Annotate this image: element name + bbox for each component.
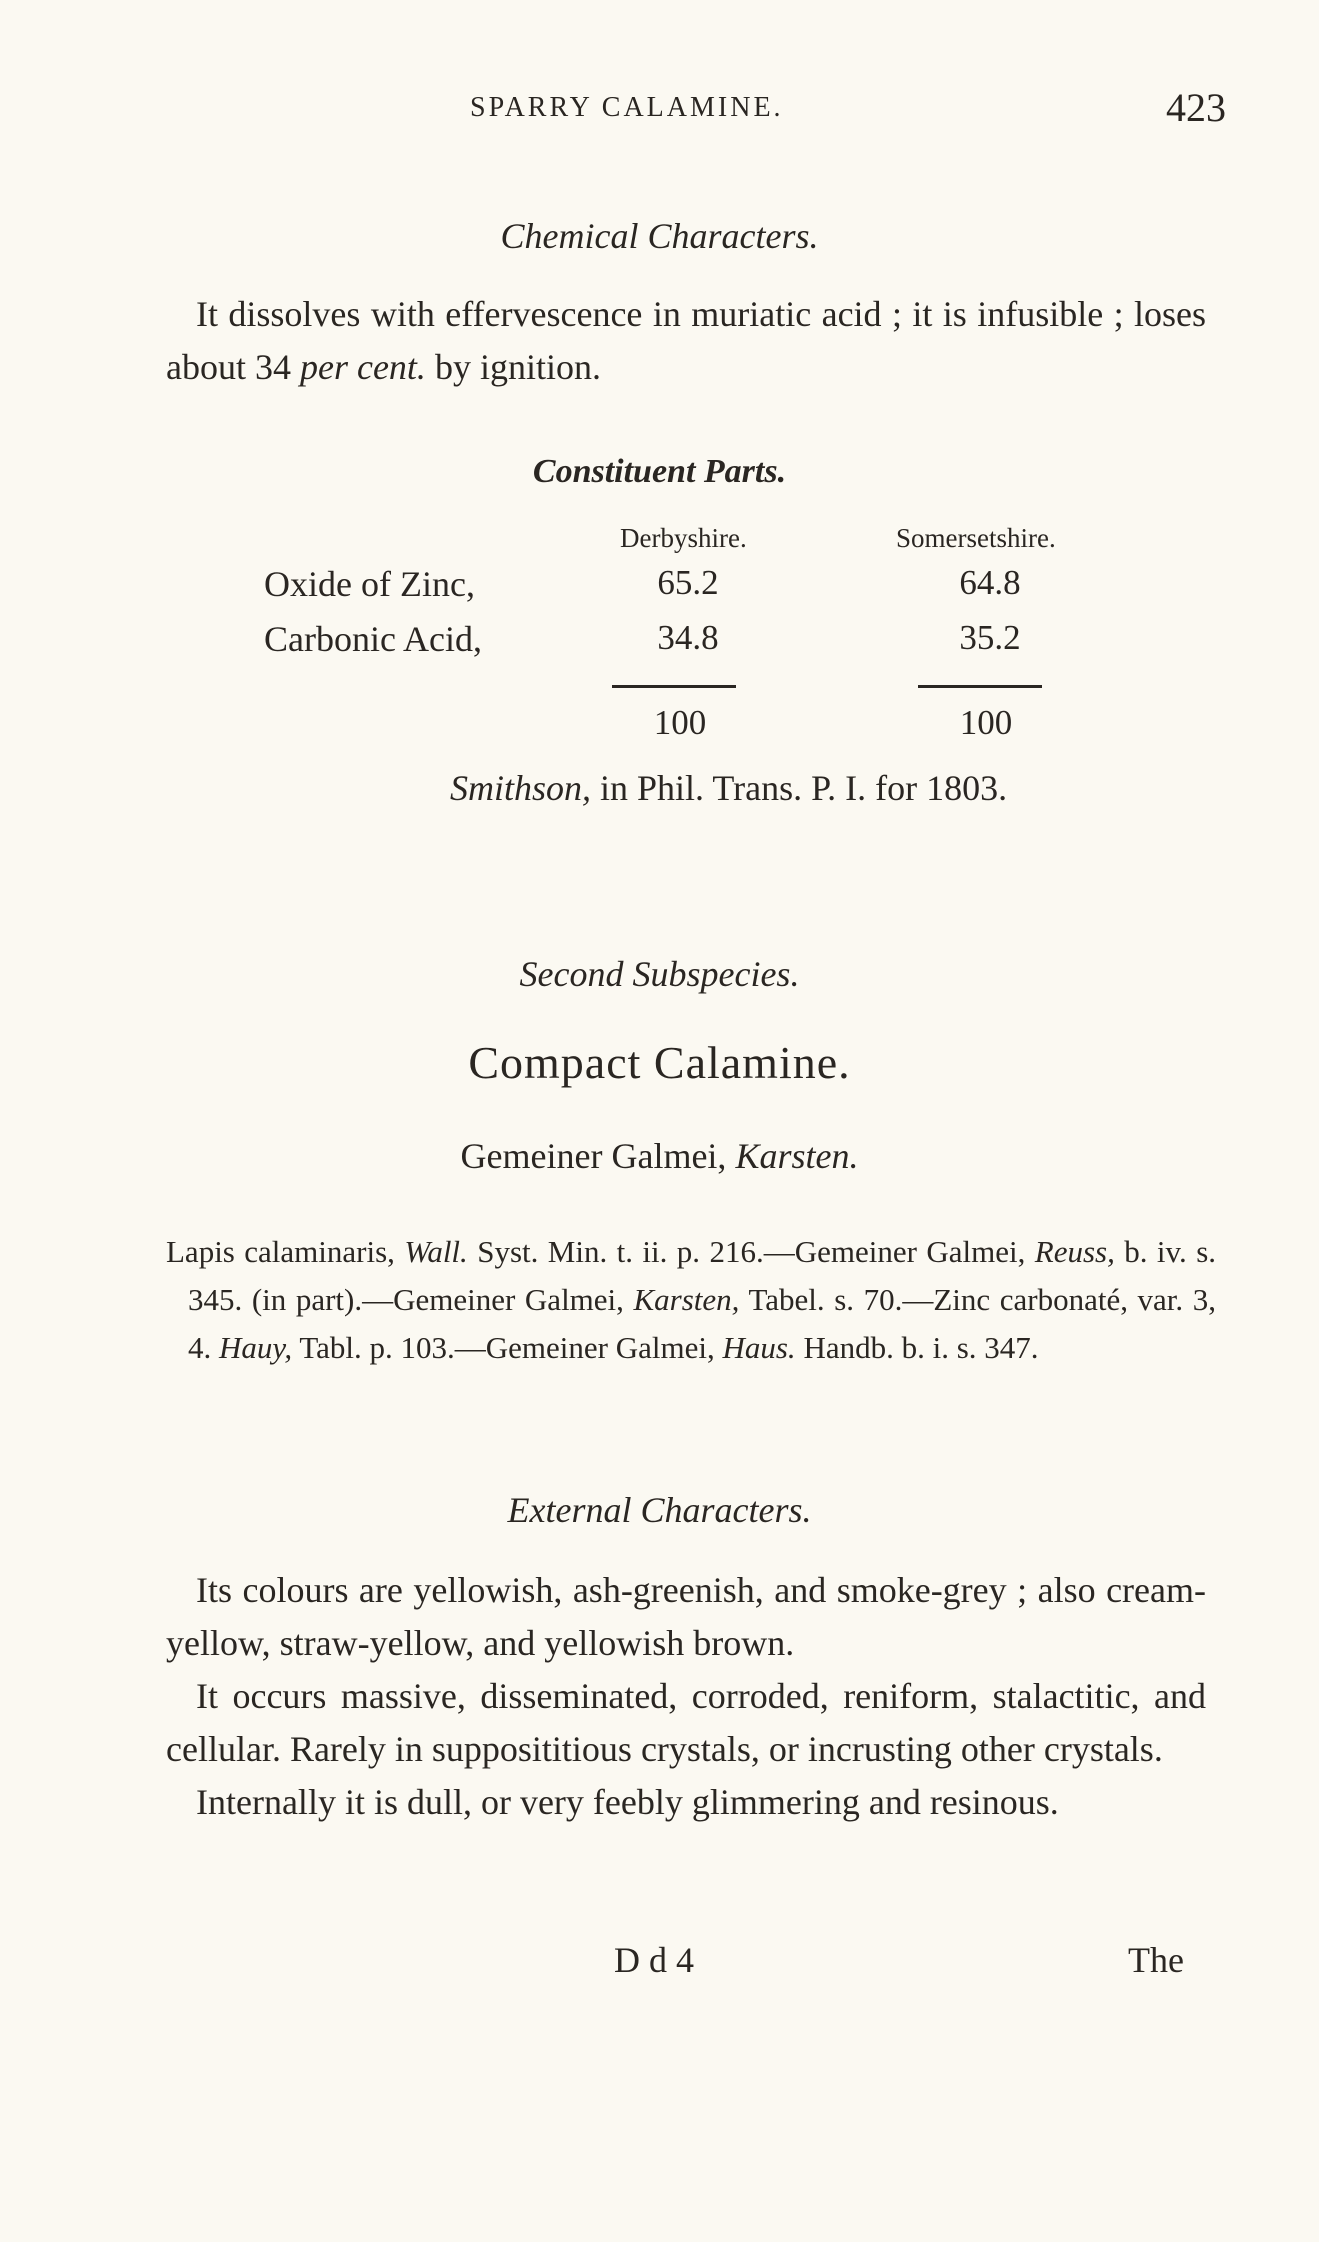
syn-author: Haus. (722, 1330, 796, 1365)
total-derbyshire: 100 (653, 703, 707, 742)
column-header-somersetshire: Somersetshire. (896, 523, 1056, 553)
page-number: 423 (1166, 85, 1226, 130)
german-name: Gemeiner Galmei, (460, 1136, 736, 1176)
running-head: SPARRY CALAMINE. (470, 92, 784, 123)
column-header-derbyshire: Derbyshire. (620, 523, 747, 553)
sum-rule-derbyshire (612, 685, 736, 688)
german-name-line (0, 1130, 1319, 1183)
external-characters-text (166, 1564, 1206, 1829)
compact-calamine-title: Compact Calamine. (468, 1037, 851, 1088)
syn-part: b. iv. s. 345. (in part).—Gemeiner Galmei, (188, 1234, 1217, 1317)
row-label-carbonic-acid: Carbonic Acid, (264, 619, 482, 659)
chemical-characters-heading: Chemical Characters. (500, 216, 819, 256)
constituent-parts-heading: Constituent Parts. (532, 453, 787, 490)
citation-reference: in Phil. Trans. P. I. for 1803. (591, 768, 1008, 808)
value-oxide-derbyshire: 65.2 (657, 563, 719, 602)
chemical-text-end: by ignition. (425, 347, 601, 387)
syn-author: Reuss, (1034, 1234, 1115, 1269)
chemical-text-italic: per cent. (299, 347, 426, 387)
value-carbonic-derbyshire: 34.8 (657, 618, 719, 657)
value-carbonic-somersetshire: 35.2 (959, 618, 1021, 657)
second-subspecies-heading: Second Subspecies. (519, 954, 800, 994)
syn-part: Tabl. p. 103.—Gemeiner Galmei, (292, 1330, 723, 1365)
external-para-colours: Its colours are yellowish, ash-greenish, and smoke-grey ; also cream-yellow, straw-yellow, and yellowish brown. (166, 1570, 1206, 1663)
citation-author: Smithson, (450, 768, 592, 808)
syn-part: Tabel. s. 70.—Zinc carbonaté, var. 3, 4. (188, 1282, 1216, 1365)
signature-mark: D d 4 (614, 1940, 694, 1980)
value-oxide-somersetshire: 64.8 (959, 563, 1021, 602)
constituent-source-citation (450, 762, 1007, 815)
synonymy-paragraph (166, 1228, 1216, 1372)
total-somersetshire: 100 (959, 703, 1013, 742)
syn-author: Karsten, (633, 1282, 740, 1317)
syn-part: Syst. Min. t. ii. p. 216.—Gemeiner Galmei, (467, 1234, 1035, 1269)
german-name-author: Karsten. (735, 1136, 859, 1176)
syn-part: Lapis calaminaris, (166, 1234, 405, 1269)
external-para-occurrence: It occurs massive, disseminated, corroded, reniform, stalactitic, and cellular. Rarely in supposititious crystals, or incrusting other crystals. (166, 1676, 1206, 1769)
row-label-oxide-of-zinc: Oxide of Zinc, (264, 564, 475, 604)
external-characters-heading: External Characters. (507, 1490, 812, 1530)
chemical-text-start: It dissolves with effervescence in muriatic acid ; it is infusible ; loses about 34 (166, 294, 1206, 387)
chemical-characters-paragraph (166, 288, 1206, 394)
syn-part: Handb. b. i. s. 347. (795, 1330, 1039, 1365)
external-para-lustre: Internally it is dull, or very feebly glimmering and resinous. (196, 1782, 1059, 1822)
sum-rule-somersetshire (918, 685, 1042, 688)
catchword: The (1128, 1940, 1184, 1980)
syn-author: Hauy, (219, 1330, 293, 1365)
syn-author: Wall. (404, 1234, 468, 1269)
